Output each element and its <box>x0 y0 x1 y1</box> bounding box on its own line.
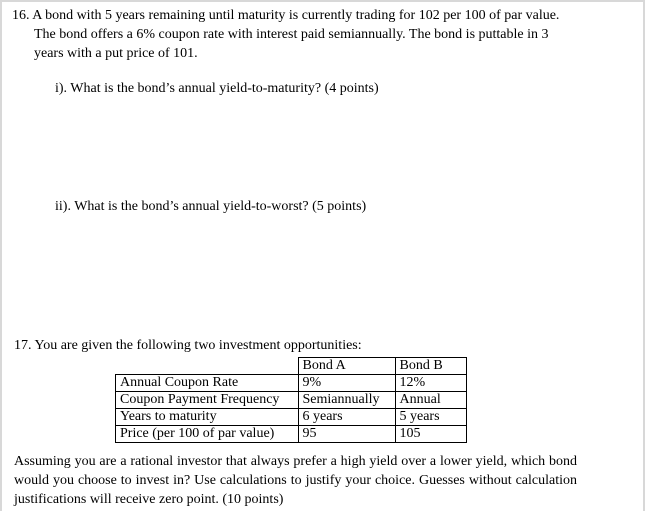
investment-table <box>115 357 467 443</box>
table-cell: Years to maturity <box>116 409 299 426</box>
table-corner-cell <box>116 358 299 375</box>
table-cell: Coupon Payment Frequency <box>116 392 299 409</box>
question-17-body: Assuming you are a rational investor that always prefer a high yield over a lower yield, which bond would you choose to invest in? Use calculations to justify your choice. Guesses without calculation justifications will receive zero point. (10 points) <box>14 454 577 507</box>
table-cell: Annual Coupon Rate <box>116 375 299 392</box>
q16-part-i: i). What is the bond’s annual yield-to-maturity? (4 points) <box>55 81 379 96</box>
question-16-stem <box>12 6 587 63</box>
table-cell: Price (per 100 of par value) <box>116 426 299 443</box>
table-row <box>116 375 467 392</box>
q16-part-ii: ii). What is the bond’s annual yield-to-worst? (5 points) <box>55 199 367 214</box>
table-header-row <box>116 358 467 375</box>
table-row <box>116 409 467 426</box>
table-cell: Semiannually <box>298 392 395 409</box>
table-row <box>116 392 467 409</box>
table-cell: 95 <box>298 426 395 443</box>
q16-line-3: years with a put price of 101. <box>34 46 198 61</box>
q16-line-1: 16. A bond with 5 years remaining until maturity is currently trading for 102 per 100 of par value. <box>12 8 560 23</box>
page-frame-top <box>0 0 645 2</box>
table-row <box>116 426 467 443</box>
table-cell: Annual <box>395 392 466 409</box>
table-cell: 9% <box>298 375 395 392</box>
table-cell: 6 years <box>298 409 395 426</box>
question-17-title: 17. You are given the following two investment opportunities: <box>14 338 362 353</box>
table-cell: 12% <box>395 375 466 392</box>
table-cell: 5 years <box>395 409 466 426</box>
page-frame-left <box>0 0 2 511</box>
table-header-bond-a: Bond A <box>298 358 395 375</box>
table-header-bond-b: Bond B <box>395 358 466 375</box>
q16-line-2: The bond offers a 6% coupon rate with interest paid semiannually. The bond is puttable in 3 <box>34 27 549 42</box>
table-cell: 105 <box>395 426 466 443</box>
